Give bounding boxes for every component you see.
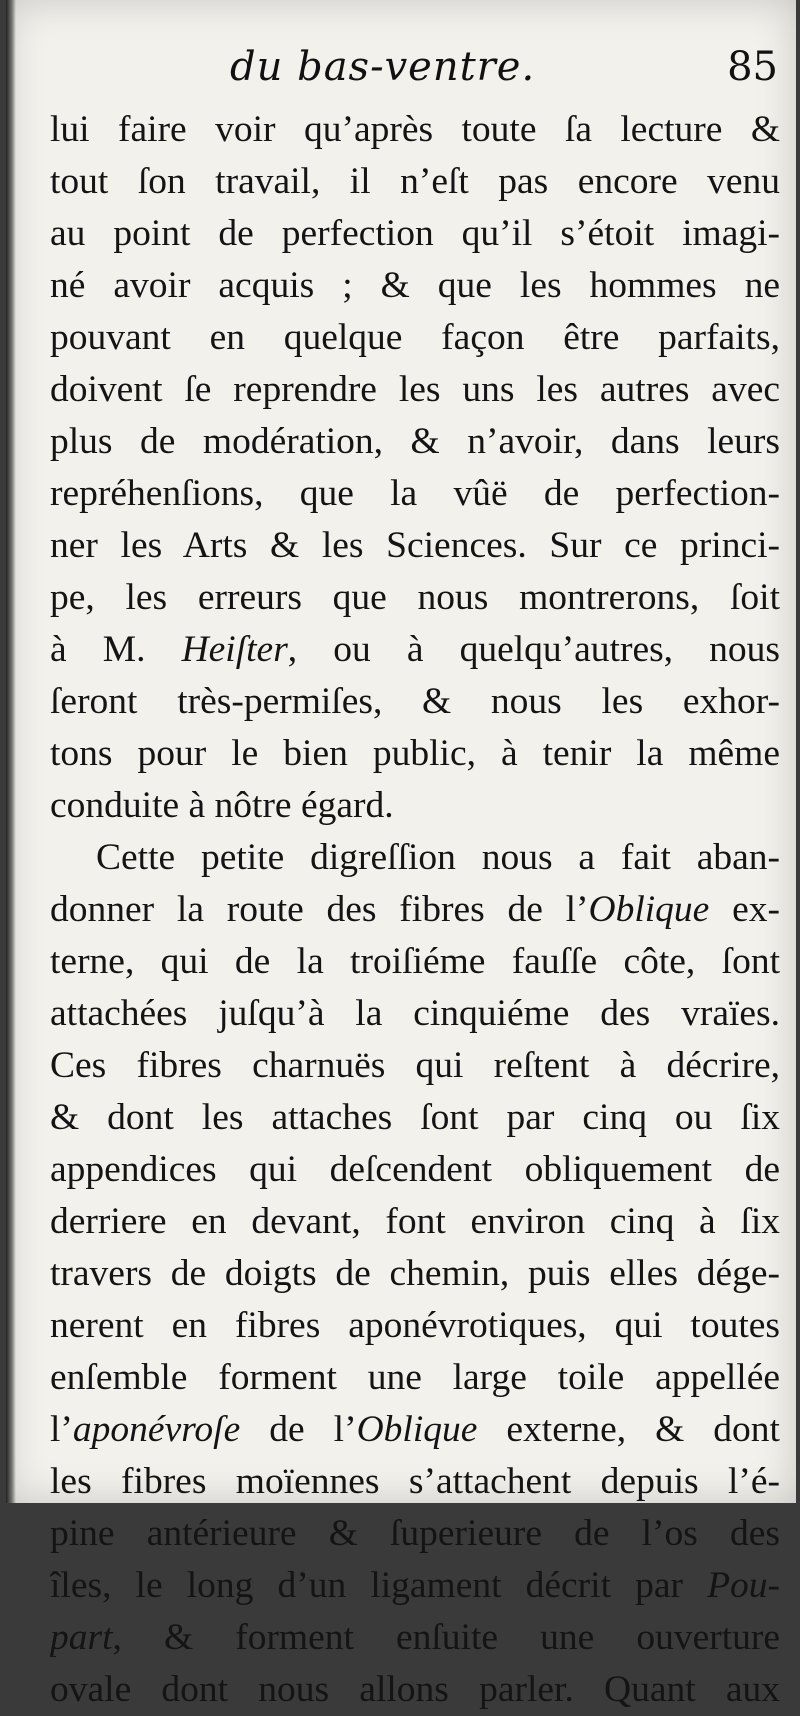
running-head: du bas-ventre. <box>230 44 536 90</box>
text-line: repréhenſions, que la vûë de perfection- <box>50 473 780 514</box>
text-line: au point de perfection qu’il s’étoit imagi- <box>50 213 780 254</box>
body-text <box>50 104 780 1716</box>
text-line: doivent ſe reprendre les uns les autres avec <box>50 369 780 410</box>
line-text: l’ <box>50 1409 73 1450</box>
author-name: Heiſter <box>181 629 288 670</box>
text-line: enſemble forment une large toile appellée <box>50 1357 780 1398</box>
text-line: & dont les attaches ſont par cinq ou ſix <box>50 1097 780 1138</box>
line-text: îles, le long d’un ligament décrit par <box>50 1565 708 1606</box>
text-line: né avoir acquis ; & que les hommes ne <box>50 265 780 306</box>
text-line: Ces fibres charnuës qui reſtent à décrire, <box>50 1045 780 1086</box>
line-text: , & forment enſuite une ouverture <box>112 1617 780 1658</box>
text-line: terne, qui de la troiſiéme fauſſe côte, ſont <box>50 941 780 982</box>
text-line <box>50 1560 780 1612</box>
line-text: à M. <box>50 629 182 670</box>
text-line: appendices qui deſcendent obliquement de <box>50 1149 780 1190</box>
text-line: travers de doigts de chemin, puis elles dége- <box>50 1253 780 1294</box>
text-line <box>50 884 780 936</box>
page-header <box>6 44 796 108</box>
author-name: Pou- <box>707 1565 780 1606</box>
text-line: attachées juſqu’à la cinquiéme des vraïes. <box>50 993 780 1034</box>
text-line: pine antérieure & ſuperieure de l’os des <box>50 1513 780 1554</box>
term-oblique: Oblique <box>588 889 710 930</box>
text-line: Cette petite digreſſion nous a fait aban- <box>96 837 780 878</box>
line-text: donner la route des fibres de l’ <box>50 889 589 930</box>
text-line: derriere en devant, font environ cinq à ſix <box>50 1201 780 1242</box>
book-page <box>6 0 796 1710</box>
text-line: conduite à nôtre égard. <box>50 785 394 826</box>
text-line: ſeront très-permiſes, & nous les exhor- <box>50 681 780 722</box>
term-oblique: Oblique <box>356 1409 478 1450</box>
text-line: ovale dont nous allons parler. Quant aux <box>50 1669 780 1710</box>
text-line: tons pour le bien public, à tenir la même <box>50 733 780 774</box>
line-text: ex- <box>709 889 780 930</box>
text-line: plus de modération, & n’avoir, dans leurs <box>50 421 780 462</box>
binding-shadow <box>6 0 16 1503</box>
line-text: de l’ <box>240 1409 357 1450</box>
line-text: externe, & dont <box>477 1409 780 1450</box>
text-line <box>50 1612 780 1664</box>
text-line: nerent en fibres aponévrotiques, qui toutes <box>50 1305 780 1346</box>
page-number: 85 <box>727 44 778 90</box>
text-line: pe, les erreurs que nous montrerons, ſoit <box>50 577 780 618</box>
text-line: lui faire voir qu’après toute ſa lecture & <box>50 109 780 150</box>
line-text: , ou à quelqu’autres, nous <box>287 629 780 670</box>
text-line: les fibres moïennes s’attachent depuis l’é- <box>50 1461 780 1502</box>
text-line <box>50 1404 780 1456</box>
term-aponevrose: aponévroſe <box>72 1409 241 1450</box>
author-name: part <box>50 1617 113 1658</box>
text-line <box>50 624 780 676</box>
text-line: ner les Arts & les Sciences. Sur ce princi- <box>50 525 780 566</box>
text-line: tout ſon travail, il n’eſt pas encore venu <box>50 161 780 202</box>
text-line: pouvant en quelque façon être parfaits, <box>50 317 780 358</box>
